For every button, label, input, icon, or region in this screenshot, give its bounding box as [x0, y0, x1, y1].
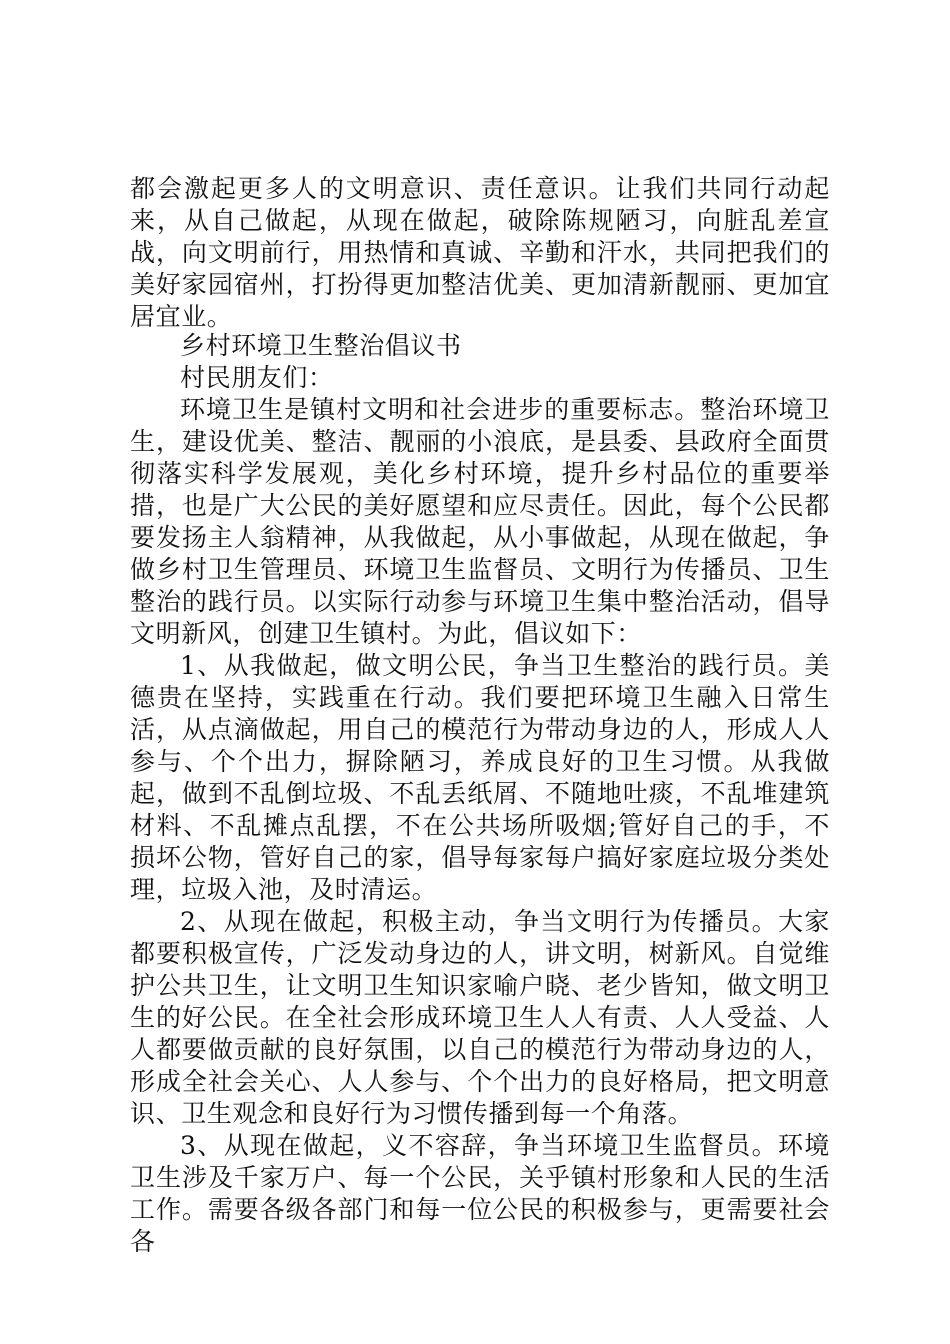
body-paragraph-item-1: 1、从我做起，做文明公民，争当卫生整治的践行员。美德贵在坚持，实践重在行动。我们要把环境卫生融入日常生活，从点滴做起，用自己的模范行为带动身边的人，形成人人参与、个个出力，摒除陋习，养成良好的卫生习惯。从我做起，做到不乱倒垃圾、不乱丢纸屑、不随地吐痰，不乱堆建筑材料、不乱摊点乱摆，不在公共场所吸烟;管好自己的手，不损坏公物，管好自己的家，倡导每家每户搞好家庭垃圾分类处理，垃圾入池，及时清运。	[130, 651, 830, 904]
salutation: 村民朋友们：	[180, 363, 334, 392]
continuation-block	[130, 173, 830, 333]
body-paragraph-item-3: 3、从现在做起，义不容辞，争当环境卫生监督员。环境卫生涉及千家万户、每一个公民，关乎镇村形象和人民的生活工作。需要各级各部门和每一位公民的积极参与，更需要社会各	[130, 1131, 830, 1256]
body-paragraph-intro: 环境卫生是镇村文明和社会进步的重要标志。整治环境卫生，建设优美、整洁、靓丽的小浪底，是县委、县政府全面贯彻落实科学发展观，美化乡村环境，提升乡村品位的重要举措，也是广大公民的美好愿望和应尽责任。因此，每个公民都要发扬主人翁精神，从我做起，从小事做起，从现在做起，争做乡村卫生管理员、环境卫生监督员、文明行为传播员、卫生整治的践行员。以实际行动参与环境卫生集中整治活动，倡导文明新风，创建卫生镇村。为此，倡议如下：	[130, 395, 830, 648]
document-title: 乡村环境卫生整治倡议书	[180, 331, 462, 360]
body-paragraph-item-2: 2、从现在做起，积极主动，争当文明行为传播员。大家都要积极宣传，广泛发动身边的人，讲文明，树新风。自觉维护公共卫生，让文明卫生知识家喻户晓、老少皆知，做文明卫生的好公民。在全社会形成环境卫生人人有责、人人受益、人人都要做贡献的良好氛围，以自己的模范行为带动身边的人，形成全社会关心、人人参与、个个出力的良好格局，把文明意识、卫生观念和良好行为习惯传播到每一个角落。	[130, 907, 830, 1128]
letter-block	[130, 330, 830, 1258]
continuation-paragraph: 都会激起更多人的文明意识、责任意识。让我们共同行动起来，从自己做起，从现在做起，破除陈规陋习，向脏乱差宣战，向文明前行，用热情和真诚、辛勤和汗水，共同把我们的美好家园宿州，打扮得更加整洁优美、更加清新靓丽、更加宜居宜业。	[130, 174, 830, 331]
